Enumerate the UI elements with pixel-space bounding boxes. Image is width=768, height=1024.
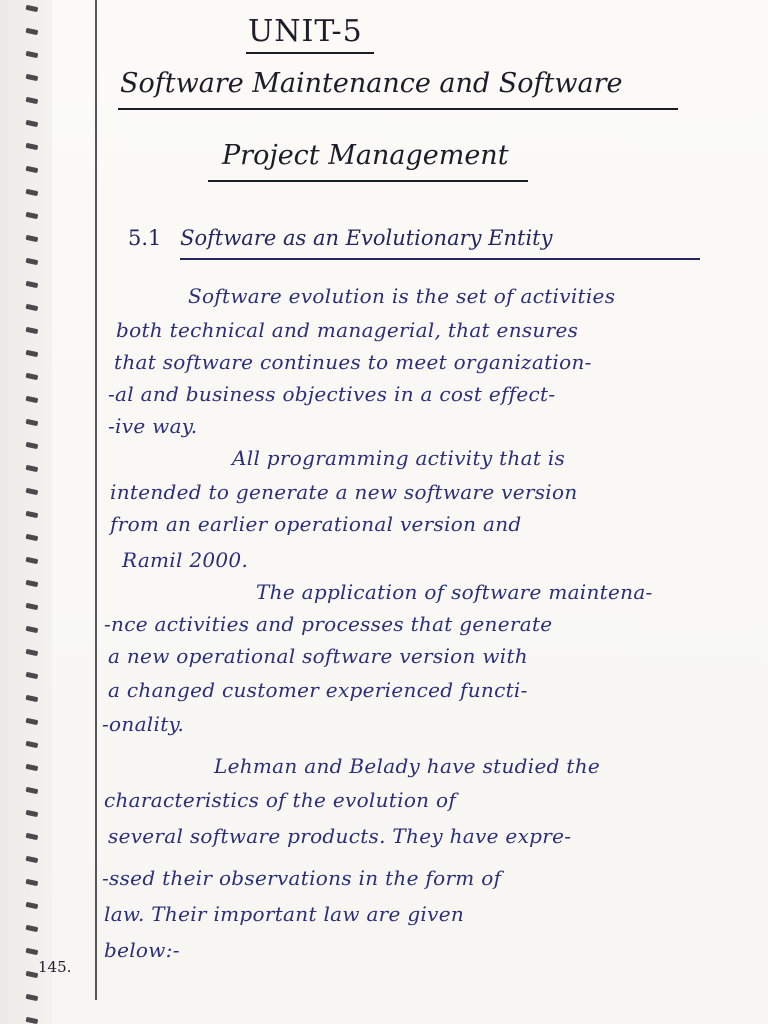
- text-line: characteristics of the evolution of: [104, 788, 457, 812]
- page-title-line-2: Project Management: [222, 140, 509, 171]
- text-line: a new operational software version with: [108, 644, 528, 668]
- text-line: law. Their important law are given: [104, 902, 465, 926]
- text-line: -ive way.: [108, 414, 198, 438]
- text-line: both technical and managerial, that ensures: [116, 318, 579, 342]
- text-line: All programming activity that is: [232, 446, 566, 470]
- text-line: -nce activities and processes that generate: [104, 612, 553, 636]
- unit-title-underline: [246, 52, 374, 54]
- text-line: -onality.: [102, 712, 185, 736]
- text-line: Ramil 2000.: [122, 548, 249, 572]
- text-line: from an earlier operational version and: [110, 512, 522, 536]
- text-line: below:-: [104, 938, 180, 962]
- text-line: -al and business objectives in a cost effect-: [108, 382, 556, 406]
- spiral-binding: [0, 0, 52, 1024]
- text-line: that software continues to meet organization-: [114, 350, 592, 374]
- text-line: -ssed their observations in the form of: [102, 866, 502, 890]
- page-title-line-1: Software Maintenance and Software: [120, 68, 623, 99]
- title-line-1-underline: [118, 108, 678, 110]
- title-line-2-underline: [208, 180, 528, 182]
- section-underline: [180, 258, 700, 260]
- section-title: Software as an Evolutionary Entity: [180, 226, 553, 250]
- section-heading: [128, 226, 552, 250]
- text-line: Software evolution is the set of activities: [188, 284, 616, 308]
- text-line: Lehman and Belady have studied the: [214, 754, 601, 778]
- spiral-holes-icon: [0, 0, 52, 1024]
- text-line: The application of software maintena-: [256, 580, 653, 604]
- text-line: several software products. They have expre-: [108, 824, 572, 848]
- unit-title: UNIT-5: [248, 14, 363, 49]
- text-line: intended to generate a new software version: [110, 480, 578, 504]
- page-number: 145.: [38, 958, 72, 976]
- text-line: a changed customer experienced functi-: [108, 678, 528, 702]
- section-number: 5.1: [128, 226, 162, 250]
- margin-line: [95, 0, 97, 1000]
